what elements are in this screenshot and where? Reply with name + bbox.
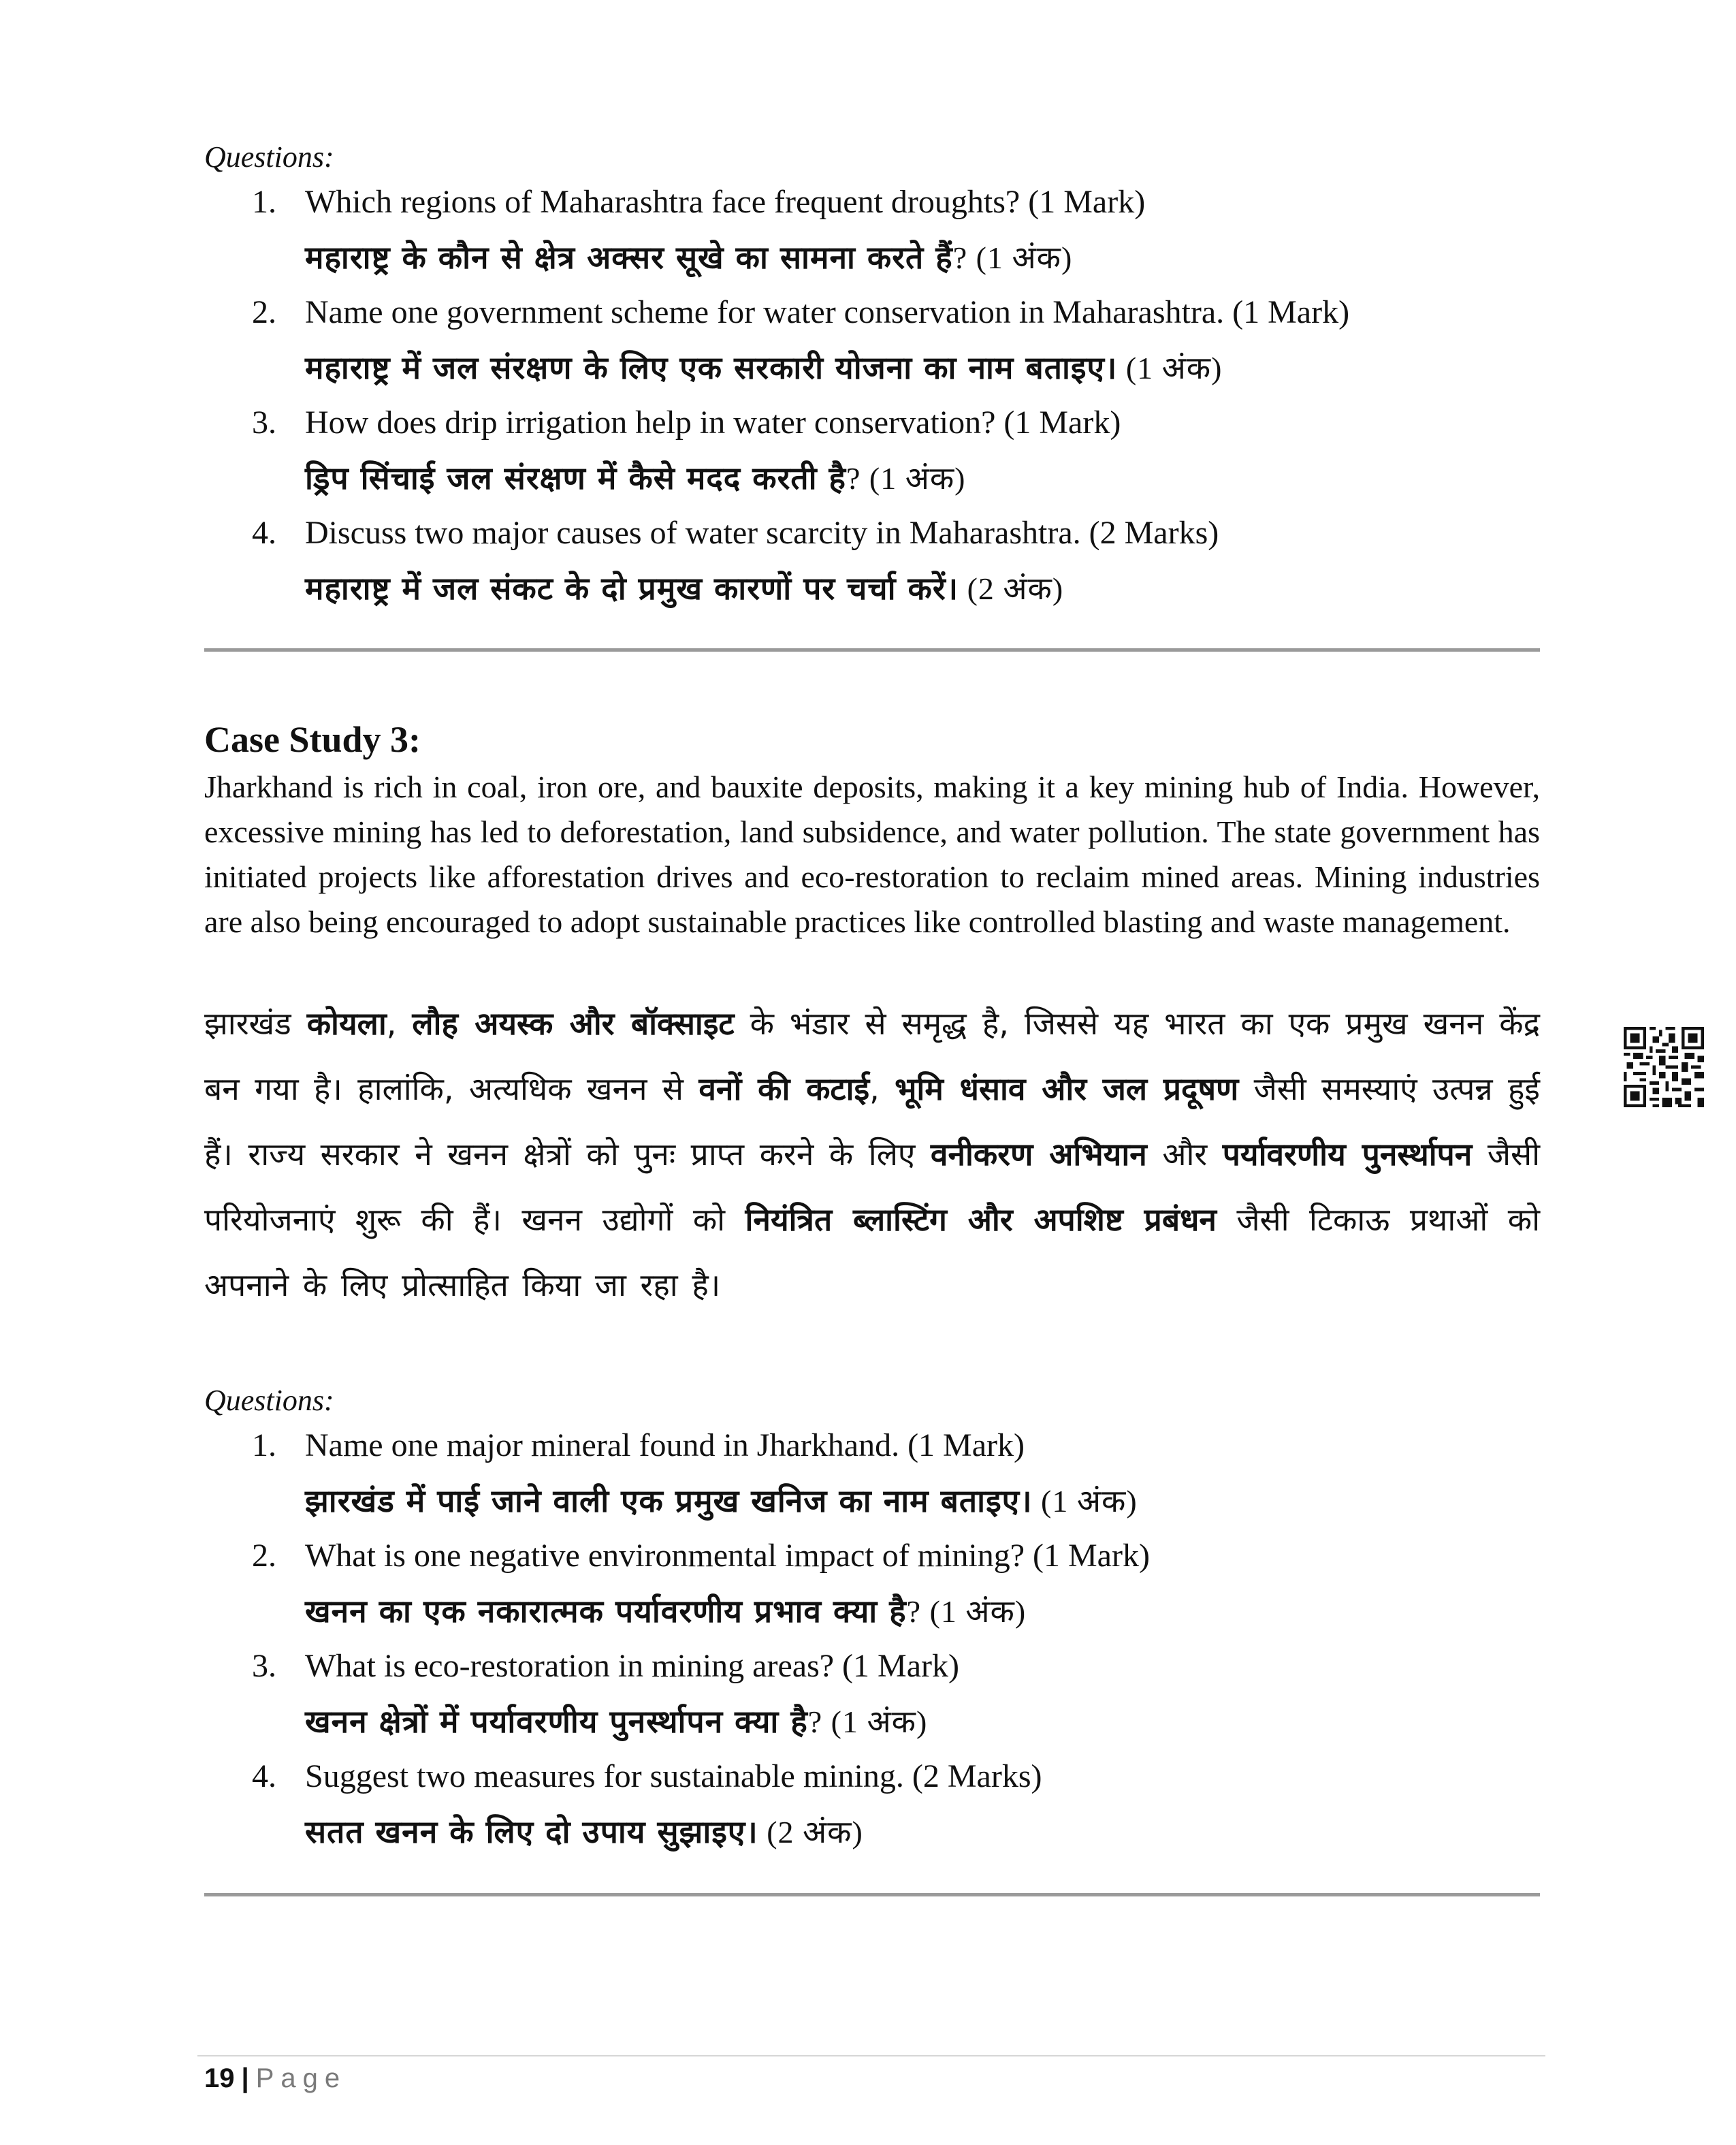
question-item: [252, 1529, 1545, 1640]
question-hindi-marks: ? (1 अंक): [807, 1704, 928, 1739]
question-list: [252, 176, 1545, 617]
question-item: [252, 286, 1545, 396]
question-hindi: खनन का एक नकारात्मक पर्यावरणीय प्रभाव क्या है: [305, 1593, 907, 1630]
question-hindi: महाराष्ट्र के कौन से क्षेत्र अक्सर सूखे का सामना करते हैं: [305, 239, 953, 276]
question-number: 3.: [252, 1648, 276, 1684]
hindi-highlight: कोयला: [306, 1005, 387, 1042]
question-number: 2.: [252, 1538, 276, 1574]
question-english: Suggest two measures for sustainable mining. (2 Marks): [305, 1758, 1042, 1794]
question-item: [252, 1750, 1545, 1860]
question-hindi-marks: (2 अंक): [959, 571, 1064, 606]
question-number: 3.: [252, 404, 276, 441]
page-number: 19: [204, 2063, 235, 2093]
question-hindi: झारखंड में पाई जाने वाली एक प्रमुख खनिज का नाम बताइए।: [305, 1482, 1033, 1519]
question-item: [252, 176, 1545, 286]
questions-heading: Questions:: [204, 140, 334, 174]
hindi-highlight: लौह अयस्क और बॉक्साइट: [412, 1005, 735, 1042]
question-number: 4.: [252, 515, 276, 551]
question-item: [252, 507, 1545, 617]
question-english: What is eco-restoration in mining areas? (1 Mark): [305, 1648, 959, 1684]
question-hindi-marks: (1 अंक): [1117, 351, 1223, 385]
question-hindi-marks: (1 अंक): [1032, 1484, 1138, 1519]
questions-heading: Questions:: [204, 1384, 334, 1417]
hindi-highlight: वनीकरण अभियान: [930, 1136, 1147, 1173]
question-number: 4.: [252, 1758, 276, 1794]
question-number: 1.: [252, 1427, 276, 1463]
question-hindi-marks: ? (1 अंक): [906, 1594, 1027, 1629]
question-hindi: खनन क्षेत्रों में पर्यावरणीय पुनर्स्थापन क्या है: [305, 1703, 808, 1740]
question-hindi: महाराष्ट्र में जल संकट के दो प्रमुख कारणों पर चर्चा करें।: [305, 570, 959, 607]
question-hindi: सतत खनन के लिए दो उपाय सुझाइए।: [305, 1813, 758, 1850]
hindi-highlight: भूमि धंसाव और जल प्रदूषण: [895, 1070, 1239, 1107]
question-english: Name one major mineral found in Jharkhand. (1 Mark): [305, 1427, 1025, 1463]
page-footer: [204, 2063, 347, 2094]
qr-code-icon: [1624, 1027, 1704, 1107]
question-english: How does drip irrigation help in water conservation? (1 Mark): [305, 404, 1121, 441]
question-number: 1.: [252, 184, 276, 220]
question-hindi-marks: ? (1 अंक): [846, 461, 966, 496]
section-divider: [204, 1893, 1540, 1896]
question-hindi: महाराष्ट्र में जल संरक्षण के लिए एक सरकारी योजना का नाम बताइए।: [305, 349, 1118, 386]
question-item: [252, 1640, 1545, 1750]
question-number: 2.: [252, 294, 276, 330]
hindi-highlight: वनों की कटाई: [698, 1070, 870, 1107]
question-english: What is one negative environmental impact of mining? (1 Mark): [305, 1538, 1150, 1574]
question-english: Which regions of Maharashtra face frequent droughts? (1 Mark): [305, 184, 1146, 220]
question-hindi: ड्रिप सिंचाई जल संरक्षण में कैसे मदद करती है: [305, 460, 846, 496]
hindi-highlight: नियंत्रित ब्लास्टिंग और अपशिष्ट प्रबंधन: [745, 1201, 1217, 1238]
question-item: [252, 396, 1545, 507]
case-study-title: Case Study 3:: [204, 719, 421, 760]
footer-separator: |: [241, 2063, 249, 2093]
question-list: [252, 1419, 1545, 1860]
footer-divider: [197, 2055, 1545, 2056]
page-label: Page: [255, 2063, 347, 2093]
question-hindi-marks: (2 अंक): [758, 1815, 863, 1849]
case-study-text-hindi: झारखंड कोयला, लौह अयस्क और बॉक्साइट के भंडार से समृद्ध है, जिससे यह भारत का एक प्रमुख खनन केंद्र बन गया है। हालांकि, अत्यधिक खनन से वनों की कटाई, भूमि धंसाव और जल प्रदूषण जैसी समस्याएं उत्पन्न हुई हैं। राज्य सरकार ने खनन क्षेत्रों को पुनः प्राप्त करने के लिए वनीकरण अभियान और पर्यावरणीय पुनर्स्थापन जैसी परियोजनाएं शुरू की हैं। खनन उद्योगों को नियंत्रित ब्लास्टिंग और अपशिष्ट प्रबंधन जैसी टिकाऊ प्रथाओं को अपनाने के लिए प्रोत्साहित किया जा रहा है।: [204, 1005, 1541, 1303]
hindi-highlight: पर्यावरणीय पुनर्स्थापन: [1222, 1136, 1473, 1173]
question-english: Name one government scheme for water conservation in Maharashtra. (1 Mark): [305, 294, 1350, 330]
question-english: Discuss two major causes of water scarcity in Maharashtra. (2 Marks): [305, 515, 1219, 551]
question-hindi-marks: ? (1 अंक): [952, 240, 1073, 275]
case-study-text-english: Jharkhand is rich in coal, iron ore, and bauxite deposits, making it a key mining hub of India. However, excessive mining has led to deforestation, land subsidence, and water pollution. The state government has initiated projects like afforestation drives and eco-restoration to reclaim mined areas. Mining industries are also being encouraged to adopt sustainable practices like controlled blasting and waste management.: [204, 769, 1540, 939]
section-divider: [204, 648, 1540, 652]
question-item: [252, 1419, 1545, 1529]
